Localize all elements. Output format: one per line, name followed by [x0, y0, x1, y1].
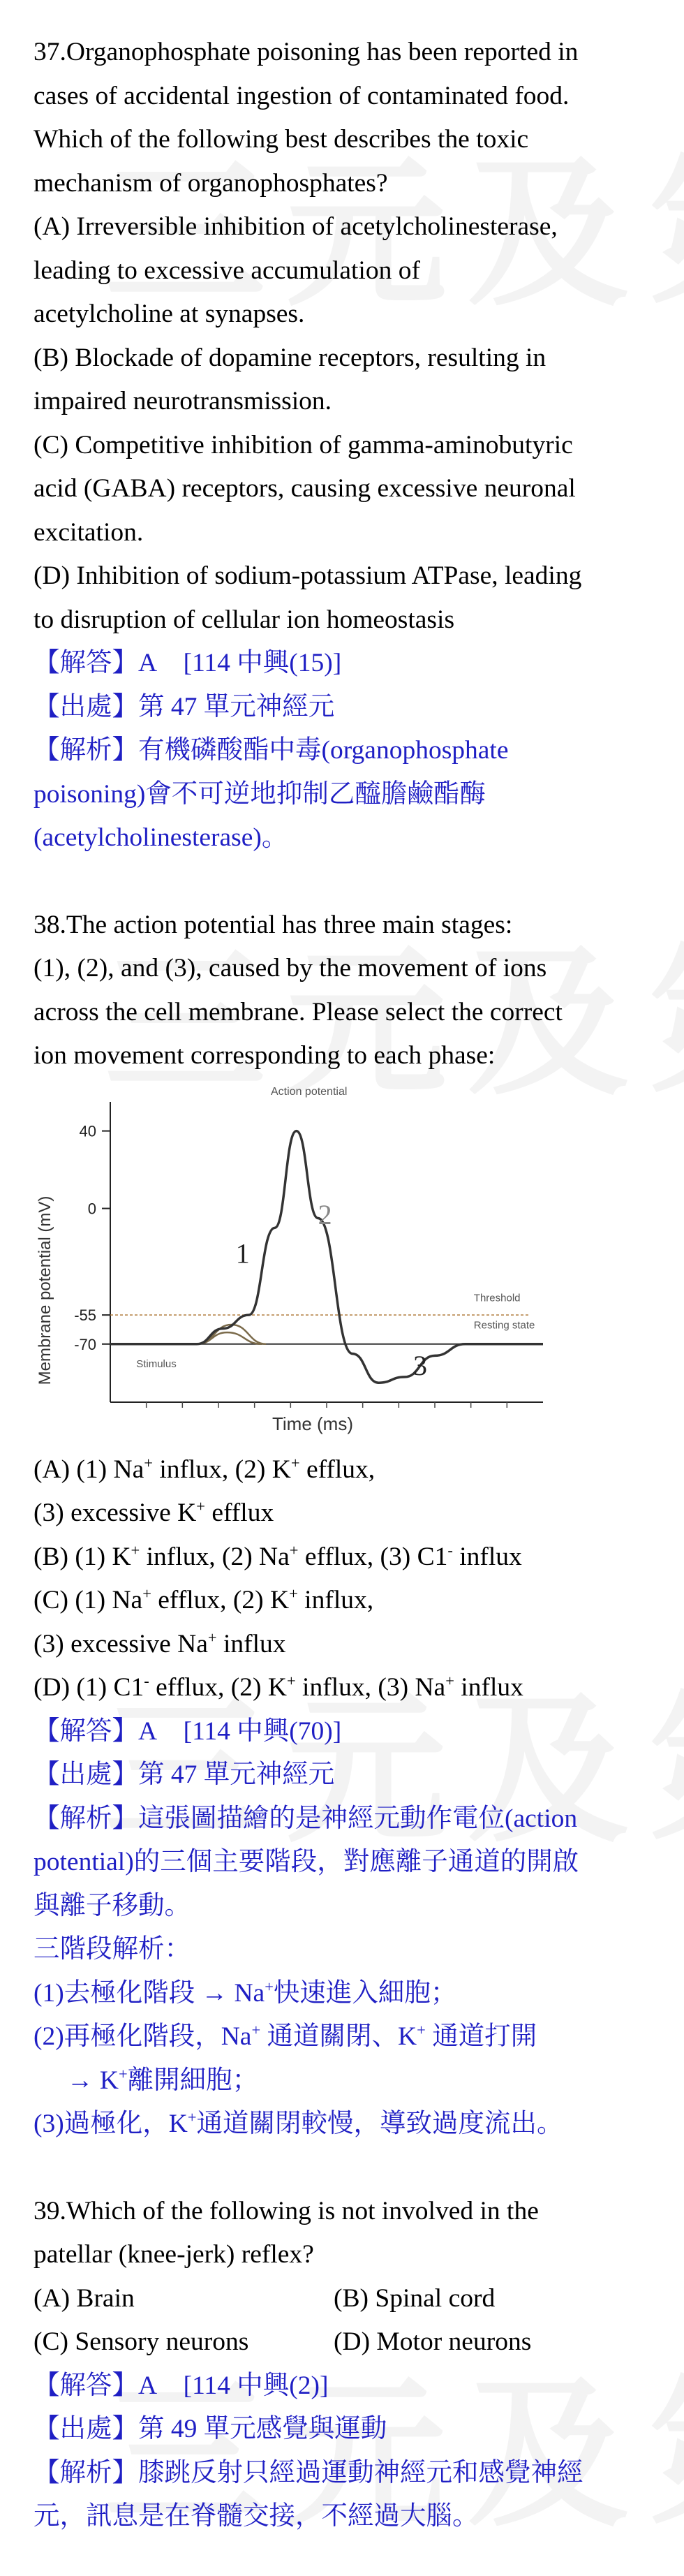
threshold-label: Threshold — [473, 1292, 521, 1304]
q38-explanation: potential)的三個主要階段，對應離子通道的開啟 — [34, 1848, 579, 1876]
q38-option-d: (D) (1) C1- efflux, (2) K+ influx, (3) Na+ influx — [34, 1672, 523, 1702]
q38-explanation: 【解析】這張圖描繪的是神經元動作電位(action — [34, 1804, 578, 1833]
phase-3-label: 3 — [413, 1349, 427, 1381]
q38-explanation: (3)過極化，K+通道關閉較慢，導致過度流出。 — [34, 2108, 563, 2138]
action-potential-chart — [34, 1081, 564, 1444]
q39-option-b: (B) Spinal cord — [334, 2283, 496, 2313]
q37-option-a: leading to excessive accumulation of — [34, 256, 420, 285]
q37-option-d: to disruption of cellular ion homeostasis — [34, 605, 455, 634]
phase-1-label: 1 — [235, 1237, 250, 1269]
q39-stem-line: patellar (knee-jerk) reflex? — [34, 2240, 314, 2269]
q37-option-a: (A) Irreversible inhibition of acetylcholinesterase, — [34, 212, 558, 241]
q38-explanation: (2)再極化階段，Na+ 通道關閉、K+ 通道打開 — [34, 2021, 537, 2051]
q39-explanation: 元，訊息是在脊髓交接，不經過大腦。 — [34, 2502, 479, 2531]
q37-explanation: poisoning)會不可逆地抑制乙醯膽鹼酯酶 — [34, 779, 486, 809]
q39-option-d: (D) Motor neurons — [334, 2327, 532, 2356]
chart-title — [271, 1086, 347, 1098]
q39-answer: 【解答】A [114 中興(2)] — [34, 2371, 329, 2400]
q38-answer: 【解答】A [114 中興(70)] — [34, 1716, 342, 1746]
q38-explanation: (1)去極化階段 → Na+快速進入細胞； — [34, 1978, 457, 2008]
q37-answer: 【解答】A [114 中興(15)] — [34, 649, 342, 677]
action-potential-curve — [110, 1131, 543, 1383]
action-potential-line — [110, 1131, 543, 1383]
phase-2-label: 2 — [318, 1198, 332, 1230]
q38-option-a: (A) (1) Na+ influx, (2) K+ efflux, — [34, 1454, 376, 1484]
question-39 — [34, 2190, 662, 2539]
q37-stem-line: 37.Organophosphate poisoning has been reported in — [34, 38, 579, 66]
q37-source: 【出處】第 47 單元神經元 — [34, 692, 335, 721]
y-axis-label: Membrane potential (mV) — [36, 1195, 54, 1385]
y-tick-label: -70 — [74, 1335, 96, 1353]
q39-stem-line: 39.Which of the following is not involved in the — [34, 2196, 539, 2225]
question-document — [34, 31, 662, 2539]
q38-option-a: (3) excessive K+ efflux — [34, 1497, 274, 1527]
q38-option-c: (3) excessive Na+ influx — [34, 1628, 286, 1658]
q38-stem-line: across the cell membrane. Please select the correct — [34, 997, 563, 1026]
q38-stem-line: 38.The action potential has three main stages: — [34, 910, 513, 939]
q37-option-b: impaired neurotransmission. — [34, 387, 332, 415]
q37-option-c: (C) Competitive inhibition of gamma-aminobutyric — [34, 430, 573, 459]
q38-option-b: (B) (1) K+ influx, (2) Na+ efflux, (3) C1- influx — [34, 1541, 522, 1571]
q38-explanation: 與離子移動。 — [34, 1891, 191, 1920]
reference-lines — [110, 1315, 529, 1344]
question-37 — [34, 31, 662, 860]
q37-option-c: acid (GABA) receptors, causing excessive neuronal — [34, 474, 576, 503]
stimulus-label: Stimulus — [136, 1357, 177, 1370]
y-tick-label: 0 — [87, 1200, 96, 1218]
q38-stem-line: ion movement corresponding to each phase: — [34, 1041, 496, 1070]
x-axis-label: Time (ms) — [272, 1413, 354, 1434]
q39-explanation: 【解析】膝跳反射只經過運動神經元和感覺神經 — [34, 2458, 583, 2487]
q39-source: 【出處】第 49 單元感覺與運動 — [34, 2415, 387, 2443]
q38-explanation: → K+離開細胞； — [67, 2065, 259, 2095]
q37-option-c: excitation. — [34, 517, 144, 547]
q38-source: 【出處】第 47 單元神經元 — [34, 1760, 335, 1789]
q39-option-a: (A) Brain — [34, 2283, 135, 2313]
q37-explanation: (acetylcholinesterase)。 — [34, 823, 288, 852]
chart-title-text: Action potential — [271, 1085, 348, 1098]
q37-stem-line: mechanism of organophosphates? — [34, 168, 388, 198]
q39-option-c: (C) Sensory neurons — [34, 2327, 249, 2356]
q38-explanation: 三階段解析： — [34, 1935, 191, 1964]
y-tick-label: -55 — [74, 1306, 96, 1324]
q39-options-row — [34, 2320, 662, 2364]
q38-option-c: (C) (1) Na+ efflux, (2) K+ influx, — [34, 1584, 374, 1614]
q37-stem-line: Which of the following best describes the toxic — [34, 125, 529, 154]
q37-stem-line: cases of accidental ingestion of contaminated food. — [34, 81, 570, 110]
q39-options-row — [34, 2277, 662, 2321]
q37-option-b: (B) Blockade of dopamine receptors, resulting in — [34, 343, 547, 372]
failed-stimuli — [197, 1325, 266, 1344]
resting-state-label: Resting state — [473, 1319, 535, 1332]
q37-option-d: (D) Inhibition of sodium-potassium ATPase, leading — [34, 561, 582, 590]
q37-explanation: 【解析】有機磷酸酯中毒(organophosphate — [34, 736, 509, 765]
y-tick-label: 40 — [79, 1122, 96, 1140]
q38-stem-line: (1), (2), and (3), caused by the movement of ions — [34, 954, 547, 982]
q37-option-a: acetylcholine at synapses. — [34, 300, 305, 328]
question-38 — [34, 904, 662, 2147]
